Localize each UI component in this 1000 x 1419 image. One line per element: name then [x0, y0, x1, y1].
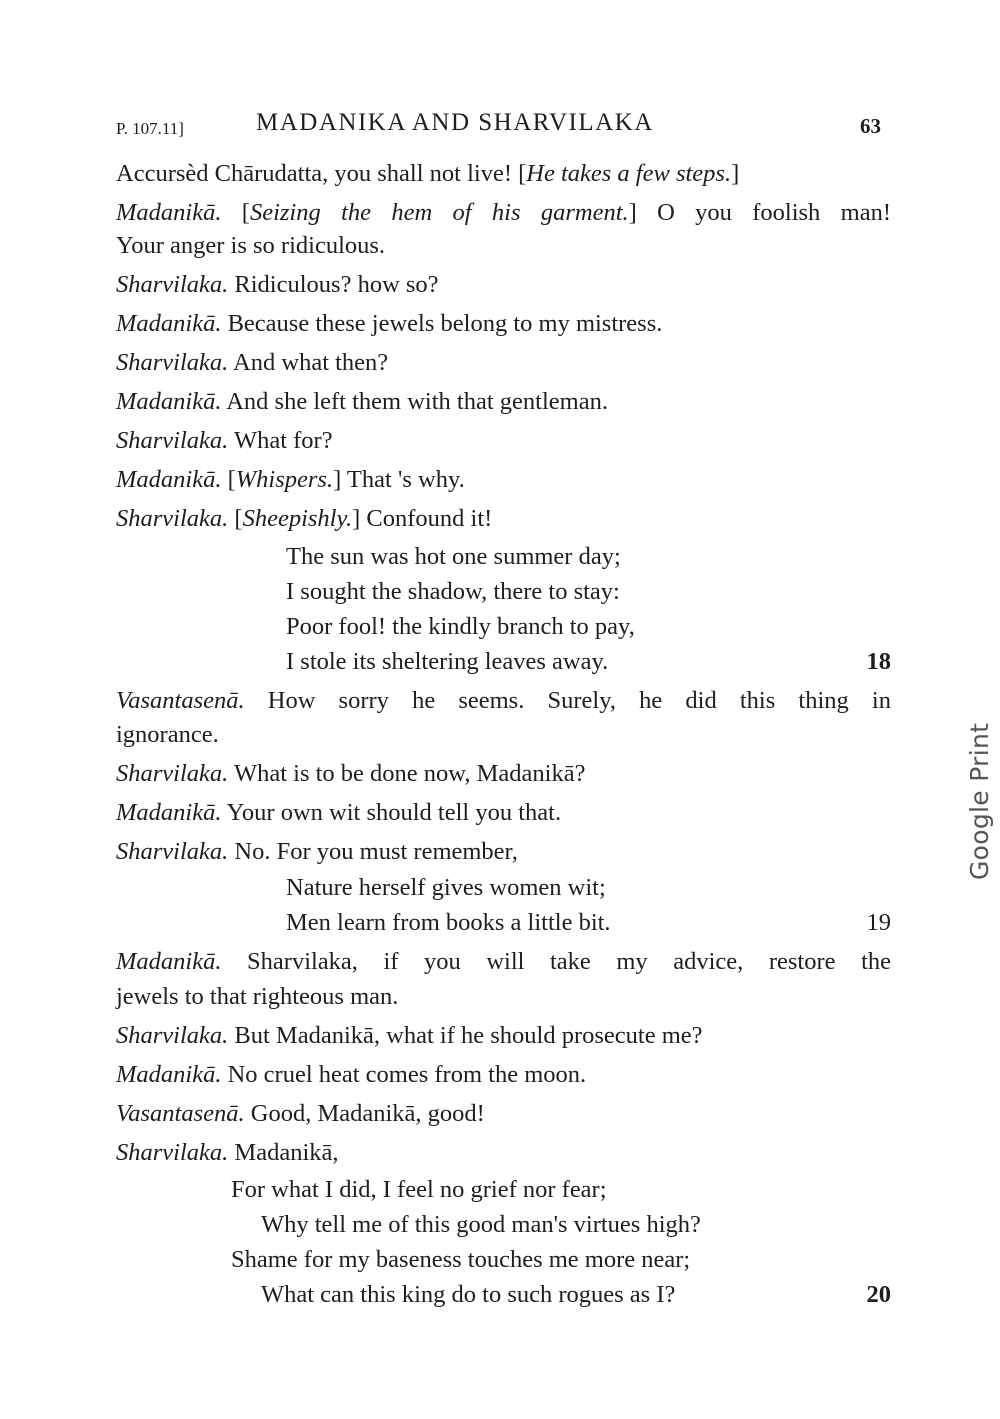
speaker-name: Madanikā. — [116, 388, 222, 415]
speaker-name: Sharvilaka. — [116, 349, 229, 376]
dialogue-line: Sharvilaka. But Madanikā, what if he should prosecute me? — [116, 1022, 703, 1049]
dialogue-line: Sharvilaka. And what then? — [116, 349, 389, 376]
speaker-name: Madanikā. — [116, 799, 222, 826]
dialogue-line: Madanikā. Because these jewels belong to my mistress. — [116, 310, 663, 337]
speaker-name: Sharvilaka. — [116, 505, 229, 532]
speaker-name: Sharvilaka. — [116, 1022, 229, 1049]
dialogue-line: Madanikā. [Seizing the hem of his garment.] O you foolish man! — [116, 199, 891, 226]
dialogue-line: Vasantasenā. Good, Madanikā, good! — [116, 1100, 485, 1127]
verse-line: Shame for my baseness touches me more near; — [231, 1246, 691, 1273]
speaker-name: Sharvilaka. — [116, 427, 229, 454]
speaker-name: Sharvilaka. — [116, 760, 229, 787]
verse-line: The sun was hot one summer day; — [286, 543, 621, 570]
dialogue-line: Sharvilaka. Ridiculous? how so? — [116, 271, 439, 298]
section-reference: P. 107.11] — [116, 119, 184, 138]
verse-number: 19 — [866, 909, 891, 936]
dialogue-line: Madanikā. Sharvilaka, if you will take my advice, restore the — [116, 948, 891, 975]
dialogue-line: Sharvilaka. Madanikā, — [116, 1139, 339, 1166]
dialogue-line: Sharvilaka. No. For you must remember, — [116, 838, 518, 865]
dialogue-line: Madanikā. Your own wit should tell you that. — [116, 799, 562, 826]
stage-direction: Seizing the hem of his garment. — [249, 199, 629, 226]
speaker-name: Sharvilaka. — [116, 1139, 229, 1166]
stage-direction: Whispers. — [235, 466, 334, 493]
text-line: Your anger is so ridiculous. — [116, 232, 386, 259]
dialogue-line: Madanikā. No cruel heat comes from the moon. — [116, 1061, 587, 1088]
speaker-name: Madanikā. — [116, 310, 222, 337]
speaker-name: Sharvilaka. — [116, 838, 229, 865]
verse-number: 18 — [866, 648, 891, 675]
dialogue-line: Madanikā. And she left them with that gentleman. — [116, 388, 608, 415]
verse-line: Why tell me of this good man's virtues high? — [261, 1211, 701, 1238]
stage-direction: He takes a few steps. — [526, 160, 732, 187]
text-line: Accursèd Chārudatta, you shall not live! [He takes a few steps.] — [116, 160, 740, 187]
verse-line: Men learn from books a little bit. 19 — [286, 906, 891, 940]
speaker-name: Madanikā. — [116, 948, 222, 975]
speaker-name: Madanikā. — [116, 199, 222, 226]
text-line: ignorance. — [116, 721, 219, 748]
google-print-watermark: Google Print — [965, 722, 994, 880]
verse-line: Nature herself gives women wit; — [286, 874, 606, 901]
stage-direction: Sheepishly. — [242, 505, 353, 532]
verse-line: Poor fool! the kindly branch to pay, — [286, 613, 635, 640]
speaker-name: Vasantasenā. — [116, 1100, 245, 1127]
verse-line: For what I did, I feel no grief nor fear; — [231, 1176, 607, 1203]
dialogue-line: Sharvilaka. What for? — [116, 427, 333, 454]
dialogue-line: Vasantasenā. How sorry he seems. Surely, he did this thing in — [116, 687, 891, 714]
speaker-name: Madanikā. — [116, 466, 222, 493]
verse-line: What can this king do to such rogues as I? 20 — [261, 1278, 891, 1312]
dialogue-line: Sharvilaka. [Sheepishly.] Confound it! — [116, 505, 493, 532]
speaker-name: Madanikā. — [116, 1061, 222, 1088]
dialogue-line: Sharvilaka. What is to be done now, Madanikā? — [116, 760, 586, 787]
verse-line: I stole its sheltering leaves away. 18 — [286, 645, 891, 679]
page-number: 63 — [860, 114, 881, 138]
dialogue-line: Madanikā. [Whispers.] That 's why. — [116, 466, 465, 493]
verse-number: 20 — [866, 1281, 891, 1308]
speaker-name: Sharvilaka. — [116, 271, 229, 298]
running-title: MADANIKA AND SHARVILAKA — [256, 109, 654, 136]
verse-line: I sought the shadow, there to stay: — [286, 578, 620, 605]
speaker-name: Vasantasenā. — [116, 687, 245, 714]
text-line: jewels to that righteous man. — [116, 983, 399, 1010]
